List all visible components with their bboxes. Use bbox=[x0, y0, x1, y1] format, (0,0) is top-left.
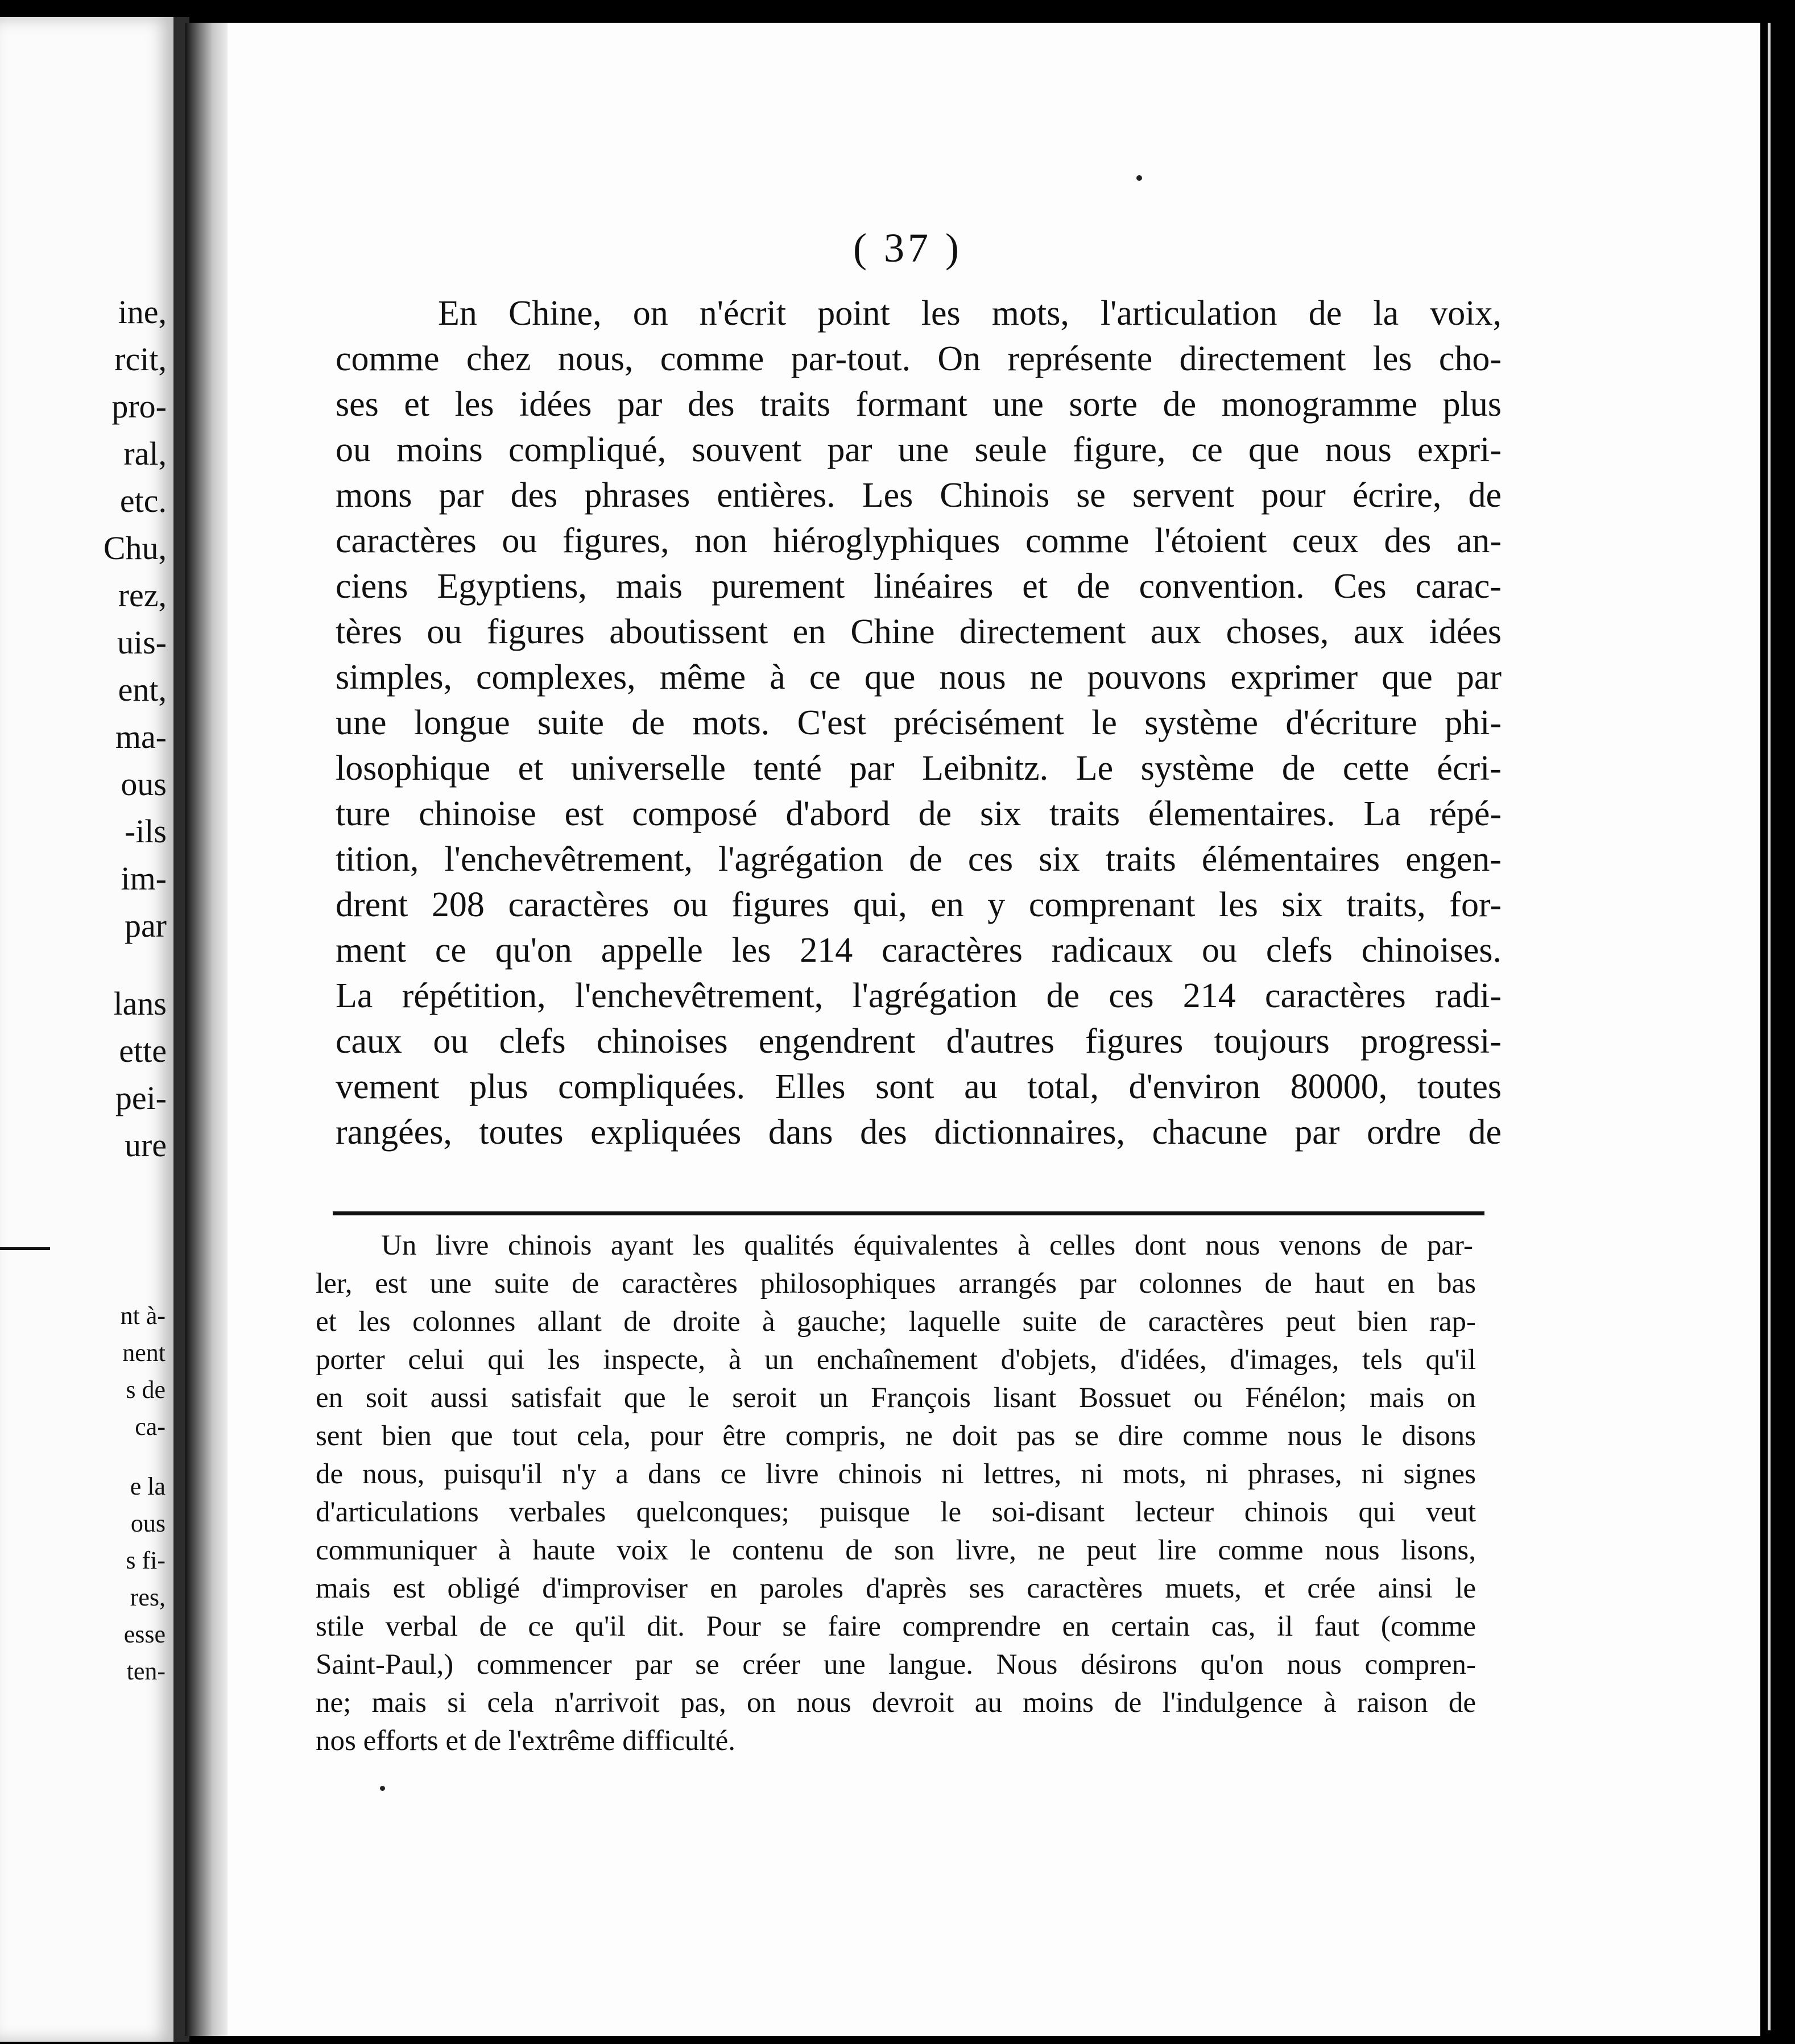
left-page-line: ette bbox=[119, 1032, 167, 1069]
body-text-line: tères ou figures aboutissent en Chine directement aux choses, aux idées bbox=[336, 613, 1502, 651]
right-page-edge bbox=[1768, 23, 1771, 2030]
footnote-separator-rule bbox=[333, 1211, 1484, 1215]
body-text-line: simples, complexes, même à ce que nous ne pouvons exprimer que par bbox=[336, 658, 1502, 697]
left-page-footnote-line: ous bbox=[130, 1509, 166, 1537]
body-text-line: ment ce qu'on appelle les 214 caractères radicaux ou clefs chinoises. bbox=[336, 931, 1502, 970]
left-page-footnote-rule bbox=[0, 1247, 50, 1250]
footnote-line: en soit aussi satisfait que le seroit un François lisant Bossuet ou Fénélon; mais on bbox=[316, 1382, 1476, 1414]
left-page-line: lans bbox=[113, 985, 167, 1022]
left-page-line: -ils bbox=[124, 813, 167, 850]
left-page-line: im- bbox=[121, 860, 167, 897]
book-gutter-shadow bbox=[185, 23, 230, 2036]
left-page-footnote-line: res, bbox=[130, 1583, 166, 1611]
body-text-line: mons par des phrases entières. Les Chinois se servent pour écrire, de bbox=[336, 476, 1502, 515]
body-text-line: drent 208 caractères ou figures qui, en y comprenant les six traits, for- bbox=[336, 886, 1502, 924]
left-page-line: rcit, bbox=[114, 341, 167, 378]
footnote-line: et les colonnes allant de droite à gauche; laquelle suite de caractères peut bien rap- bbox=[316, 1306, 1476, 1338]
left-page-line: ous bbox=[121, 766, 167, 802]
left-page-line: ma- bbox=[115, 718, 167, 755]
left-page-line: pei- bbox=[115, 1079, 167, 1116]
left-page-footnote-line: ten- bbox=[126, 1657, 166, 1685]
ink-speck bbox=[380, 1786, 385, 1791]
left-page-line: ine, bbox=[118, 293, 167, 330]
footnote-line: d'articulations verbales quelconques; puisque le soi-disant lecteur chinois qui veut bbox=[316, 1496, 1476, 1528]
body-text-line: une longue suite de mots. C'est précisément le système d'écriture phi- bbox=[336, 704, 1502, 742]
footnote-line: ne; mais si cela n'arrivoit pas, on nous devroit au moins de l'indulgence à raison de bbox=[316, 1687, 1476, 1719]
footnote-line: de nous, puisqu'il n'y a dans ce livre chinois ni lettres, ni mots, ni phrases, ni signes bbox=[316, 1458, 1476, 1490]
left-page-line: Chu, bbox=[103, 529, 167, 566]
body-text-line: losophique et universelle tenté par Leibnitz. Le système de cette écri- bbox=[336, 749, 1502, 788]
body-text-line: comme chez nous, comme par-tout. On représente directement les cho- bbox=[336, 340, 1502, 378]
body-text-line: ciens Egyptiens, mais purement linéaires et de convention. Ces carac- bbox=[336, 567, 1502, 606]
body-text-line: caractères ou figures, non hiéroglyphiques comme l'étoient ceux des an- bbox=[336, 522, 1502, 560]
ink-speck bbox=[1136, 175, 1142, 181]
page-number: ( 37 ) bbox=[853, 225, 962, 271]
footnote-line: nos efforts et de l'extrême difficulté. bbox=[316, 1725, 736, 1757]
left-page-line: ure bbox=[124, 1127, 167, 1164]
left-page-line: ral, bbox=[123, 435, 167, 472]
body-text-line: vement plus compliquées. Elles sont au total, d'environ 80000, toutes bbox=[336, 1067, 1502, 1106]
footnote-line: communiquer à haute voix le contenu de son livre, ne peut lire comme nous lisons, bbox=[316, 1534, 1476, 1566]
body-text-line: ou moins compliqué, souvent par une seule figure, ce que nous expri- bbox=[336, 431, 1502, 469]
left-page-footnote-line: esse bbox=[123, 1620, 166, 1648]
body-text-line: ture chinoise est composé d'abord de six traits élementaires. La répé- bbox=[336, 795, 1502, 833]
footnote-line: Saint-Paul,) commencer par se créer une langue. Nous désirons qu'on nous compren- bbox=[316, 1649, 1476, 1681]
body-text-line: ses et les idées par des traits formant une sorte de monogramme plus bbox=[336, 385, 1502, 424]
footnote-line: mais est obligé d'improviser en paroles d'après ses caractères muets, et crée ainsi le bbox=[316, 1573, 1476, 1604]
left-page-footnote-line: s fi- bbox=[126, 1546, 166, 1574]
left-page bbox=[0, 17, 173, 2042]
left-page-line: uis- bbox=[117, 624, 167, 661]
left-page-footnote-line: nent bbox=[122, 1339, 166, 1367]
footnote-line: porter celui qui les inspecte, à un enchaînement d'objets, d'idées, d'images, tels qu'il bbox=[316, 1344, 1476, 1376]
left-page-line: par bbox=[124, 907, 167, 944]
footnote-line: ler, est une suite de caractères philosophiques arrangés par colonnes de haut en bas bbox=[316, 1268, 1476, 1300]
left-page-line: pro- bbox=[111, 388, 167, 425]
left-page-line: rez, bbox=[118, 577, 167, 614]
footnote-line: stile verbal de ce qu'il dit. Pour se faire comprendre en certain cas, il faut (comme bbox=[316, 1611, 1476, 1642]
left-page-footnote-line: e la bbox=[130, 1472, 166, 1500]
body-text-line: En Chine, on n'écrit point les mots, l'articulation de la voix, bbox=[438, 294, 1502, 333]
left-page-line: ent, bbox=[118, 671, 167, 708]
left-page-footnote-line: nt à- bbox=[120, 1302, 166, 1330]
left-page-footnote-line: ca- bbox=[135, 1413, 166, 1441]
left-page-line: etc. bbox=[119, 482, 167, 519]
body-text-line: rangées, toutes expliquées dans des dictionnaires, chacune par ordre de bbox=[336, 1113, 1502, 1152]
body-text-line: caux ou clefs chinoises engendrent d'autres figures toujours progressi- bbox=[336, 1022, 1502, 1061]
body-text-line: tition, l'enchevêtrement, l'agrégation de ces six traits élémentaires engen- bbox=[336, 840, 1502, 879]
footnote-line: sent bien que tout cela, pour être compris, ne doit pas se dire comme nous le disons bbox=[316, 1420, 1476, 1452]
left-page-footnote-line: s de bbox=[126, 1376, 166, 1404]
footnote-line: Un livre chinois ayant les qualités équivalentes à celles dont nous venons de par- bbox=[381, 1230, 1473, 1261]
body-text-line: La répétition, l'enchevêtrement, l'agrégation de ces 214 caractères radi- bbox=[336, 977, 1502, 1015]
right-border bbox=[1760, 0, 1795, 2044]
